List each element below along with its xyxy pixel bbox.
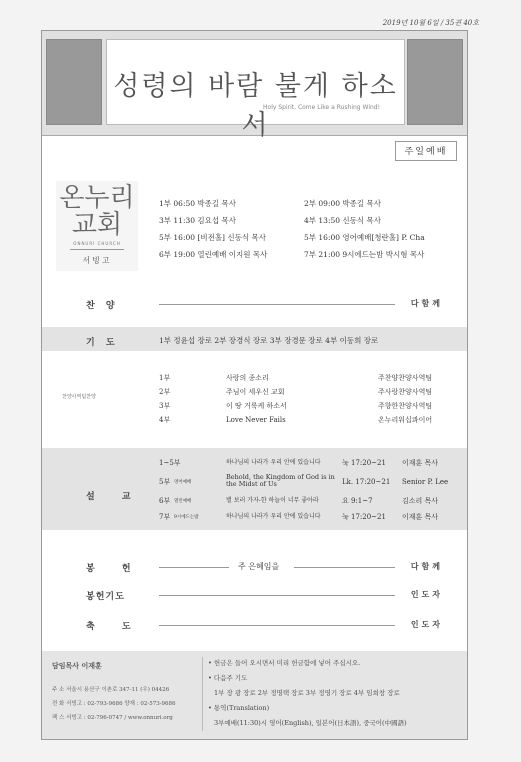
logo-branch: 서빙고 bbox=[82, 256, 112, 265]
choir-part: 3부 bbox=[159, 402, 171, 410]
church-fax: 팩 스 서빙고 : 02-796-0747 / www.onnuri.org bbox=[52, 715, 173, 721]
sermon-preacher: 이재훈 목사 bbox=[402, 513, 439, 521]
logo-name-line1: 온누리 bbox=[59, 183, 135, 213]
hymn-label: 찬 양 bbox=[86, 301, 119, 311]
logo-divider bbox=[70, 249, 124, 250]
choir-title: Love Never Fails bbox=[226, 416, 286, 424]
service-time: 6부 19:00 열린예배 이지원 목사 bbox=[159, 250, 268, 259]
choir-team: 주사랑찬양사역팀 bbox=[378, 388, 433, 396]
bulletin-page bbox=[41, 30, 468, 740]
sermon-preacher: 이재훈 목사 bbox=[402, 459, 439, 467]
sermon-part: 5부 bbox=[159, 478, 171, 486]
blessing-leader: 인도자 bbox=[410, 619, 443, 629]
sermon-ref: 눅 17:20~21 bbox=[342, 513, 386, 521]
service-time: 1부 06:50 박종길 목사 bbox=[159, 199, 237, 208]
offering-line-right bbox=[294, 567, 395, 568]
sermon-title: Behold, the Kingdom of God is in the Midst of Us bbox=[226, 473, 335, 488]
offering-label: 봉 헌 bbox=[86, 564, 143, 574]
sermon-part: 6부 bbox=[159, 497, 171, 505]
service-time: 3부 11:30 김요섭 목사 bbox=[159, 216, 237, 225]
sermon-title: 하나님의 나라가 우리 안에 있습니다 bbox=[226, 513, 321, 520]
sermon-preacher: Senior P. Lee bbox=[402, 478, 449, 486]
header-right-block bbox=[407, 39, 463, 125]
senior-pastor: 담임목사 이재훈 bbox=[52, 661, 102, 670]
offering-prayer-leader: 인도자 bbox=[410, 589, 443, 599]
footer-note: 1부 장 광 장로 2부 정명택 장로 3부 정영기 장로 4부 임희창 장로 bbox=[214, 689, 400, 697]
footer-divider bbox=[202, 657, 203, 731]
service-time: 7부 21:00 9시에드는밤 박시형 목사 bbox=[304, 250, 425, 259]
sermon-ref: Lk. 17:20~21 bbox=[342, 478, 391, 486]
sermon-ref: 눅 17:20~21 bbox=[342, 459, 386, 467]
offering-prayer-label: 봉헌기도 bbox=[86, 592, 125, 602]
choir-part: 1부 bbox=[159, 374, 171, 382]
choir-part: 4부 bbox=[159, 416, 171, 424]
sermon-sub: 열린예배 bbox=[174, 499, 192, 504]
page-title: 성령의 바람 불게 하소서 bbox=[113, 71, 398, 141]
footer-note: • 다음주 기도 bbox=[208, 674, 248, 682]
blessing-line bbox=[159, 625, 395, 626]
issue-date: 2019년 10월 6일 / 35권 40호 bbox=[382, 19, 479, 27]
sermon-title: 별 보러 가자-한 하늘이 너무 좋아라 bbox=[226, 497, 319, 504]
offering-hymn: 주 은혜임을 bbox=[238, 562, 280, 571]
prayer-text: 1부 정윤섭 장로 2부 장경식 장로 3부 장경문 장로 4부 이동희 장로 bbox=[159, 336, 379, 345]
service-time: 5부 16:00 [비전홀] 신동식 목사 bbox=[159, 233, 266, 242]
choir-team: 주향한찬양사역팀 bbox=[378, 402, 433, 410]
service-time: 4부 13:50 신동식 목사 bbox=[304, 216, 382, 225]
choir-label: 찬양사역팀찬양 bbox=[62, 394, 96, 400]
church-logo bbox=[56, 181, 138, 271]
logo-name-line2: 교회 bbox=[71, 210, 123, 240]
sermon-preacher: 김소리 목사 bbox=[402, 497, 439, 505]
choir-team: 온누리워십콰이어 bbox=[378, 416, 433, 424]
header-title-panel bbox=[106, 39, 405, 141]
service-time: 5부 16:00 영어예배[청란홀] P. Cha bbox=[304, 233, 425, 242]
offering-prayer-line bbox=[159, 595, 395, 596]
logo-name bbox=[56, 185, 138, 239]
choir-team: 주찬양찬양사역팀 bbox=[378, 374, 433, 382]
page-subtitle: Holy Spirit, Come Like a Rushing Wind! bbox=[263, 104, 380, 111]
blessing-label: 축 도 bbox=[86, 622, 143, 632]
hymn-leader: 다함께 bbox=[410, 298, 443, 308]
offering-leader: 다함께 bbox=[410, 561, 443, 571]
sermon-part: 1~5부 bbox=[159, 459, 181, 467]
church-phone: 전 화 서빙고 : 02-793-9686 양재 : 02-573-9686 bbox=[52, 701, 176, 707]
prayer-label: 기 도 bbox=[86, 338, 119, 348]
logo-english: ONNURI CHURCH bbox=[73, 241, 121, 246]
header-left-block bbox=[46, 39, 102, 125]
footer-note: • 통역(Translation) bbox=[208, 704, 270, 712]
footer-note: • 헌금은 들어 오시면서 미리 헌금함에 넣어 주십시오. bbox=[208, 659, 361, 667]
sermon-title: 하나님의 나라가 우리 안에 있습니다 bbox=[226, 459, 321, 466]
church-address: 주 소 서울시 용산구 이촌로 347-11 (우) 04426 bbox=[52, 687, 170, 693]
service-tag: 주일예배 bbox=[395, 141, 457, 161]
hymn-line bbox=[159, 304, 395, 305]
choir-title: 사랑의 종소리 bbox=[226, 374, 269, 382]
choir-part: 2부 bbox=[159, 388, 171, 396]
choir-title: 주님이 세우신 교회 bbox=[226, 388, 285, 396]
sermon-part: 7부 bbox=[159, 513, 171, 521]
footer-note: 3부예배(11:30)시 영어(English), 일본어(日本語), 중국어(中國語) bbox=[214, 719, 407, 727]
sermon-label: 설 교 bbox=[86, 492, 143, 502]
header-banner bbox=[42, 31, 467, 141]
sermon-ref: 요 9:1~7 bbox=[342, 497, 373, 505]
sermon-sub: 9시에드는밤 bbox=[174, 515, 199, 520]
sermon-sub: 영어예배 bbox=[174, 480, 192, 485]
choir-title: 이 땅 거룩케 하소서 bbox=[226, 402, 287, 410]
footer bbox=[42, 651, 467, 739]
offering-line-left bbox=[159, 567, 229, 568]
service-time: 2부 09:00 박종길 목사 bbox=[304, 199, 382, 208]
